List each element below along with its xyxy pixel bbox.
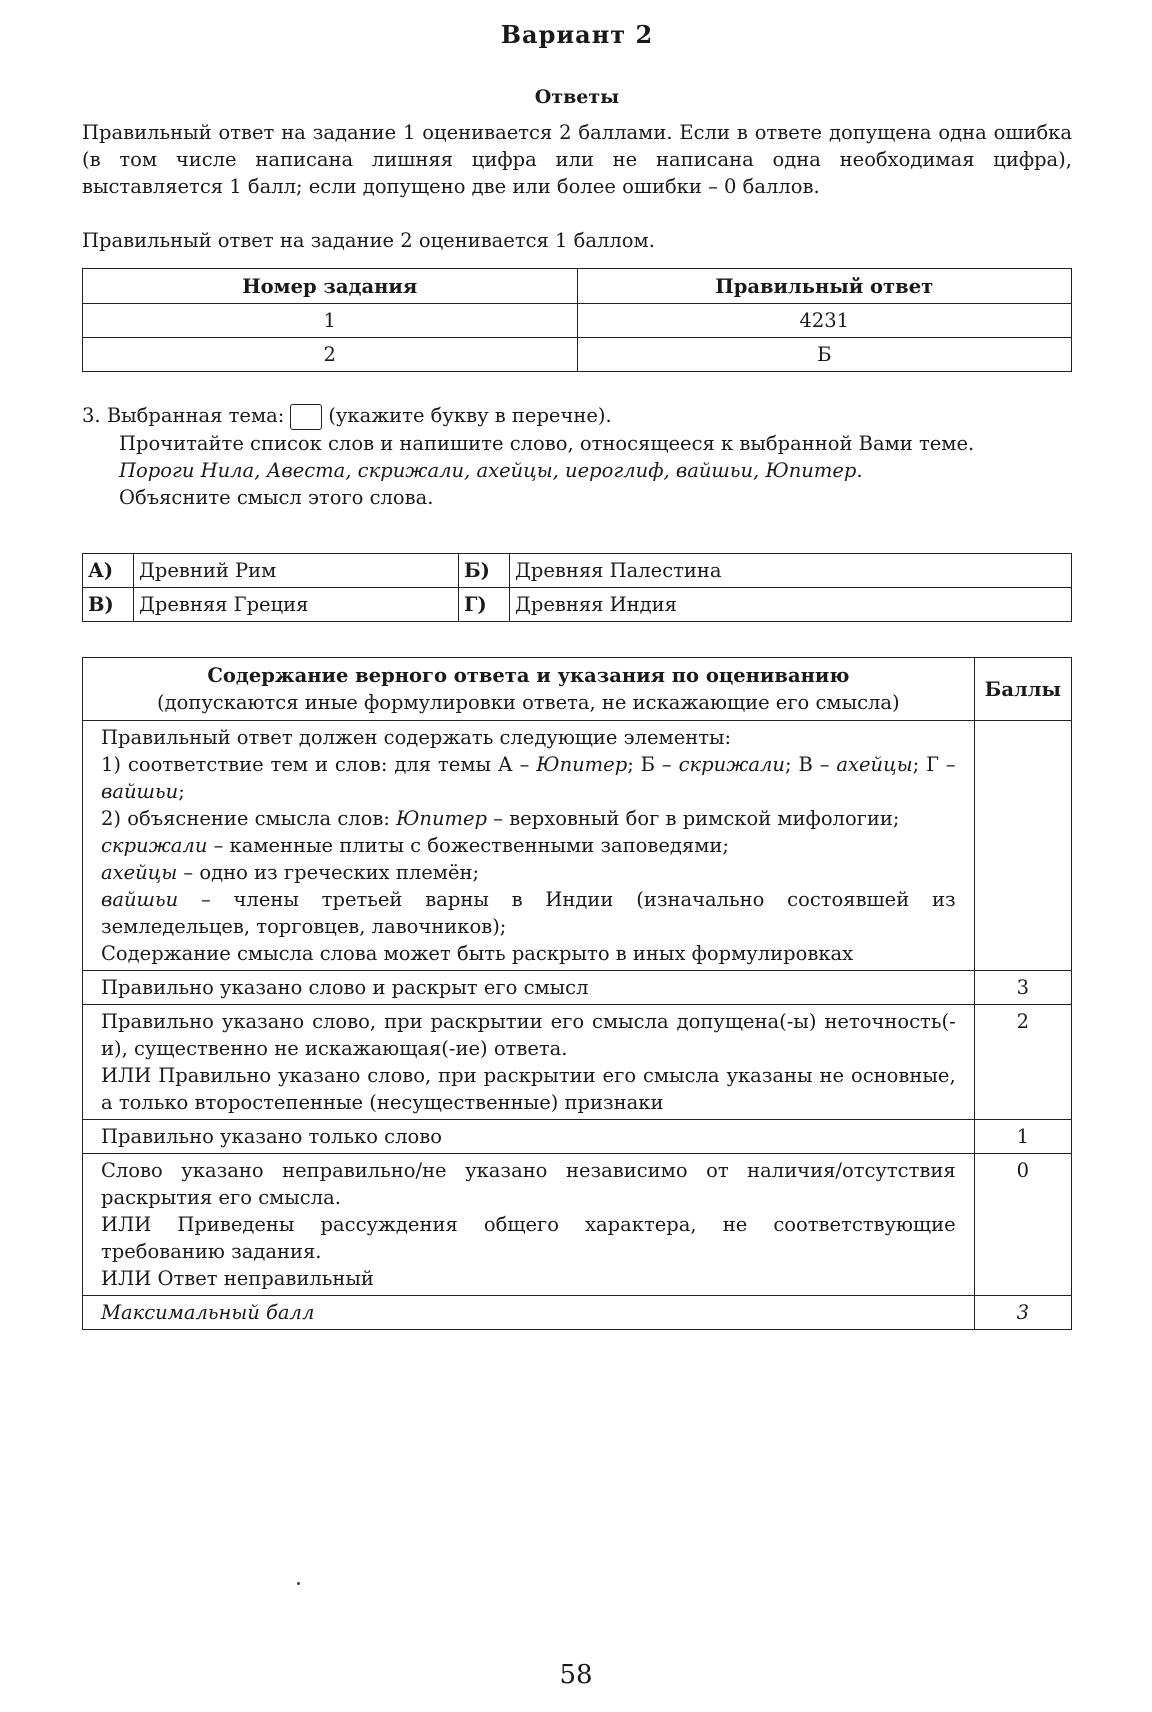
column-header: Правильный ответ — [577, 269, 1072, 304]
answers-table — [82, 268, 1072, 372]
word-list: Пороги Нила, Авеста, скрижали, ахейцы, иероглиф, вайшьи, Юпитер. — [119, 458, 863, 482]
criteria-header-title: Содержание верного ответа и указания по оцениванию — [207, 664, 850, 687]
answer-line — [101, 886, 956, 940]
term: ахейцы — [836, 753, 913, 776]
table-row — [83, 1120, 1072, 1154]
table-row — [83, 304, 1072, 338]
criterion-score: 1 — [974, 1120, 1071, 1154]
answer-line — [101, 805, 956, 832]
table-row — [83, 588, 1072, 622]
intro-paragraph-1: Правильный ответ на задание 1 оценивается 2 баллами. Если в ответе допущена одна ошибка (в том числе написана лишняя цифра или не написана одна необходимая цифра), выставляется 1 балл; если допущено две или более ошибки – 0 баллов. — [82, 121, 1072, 198]
criterion-text — [83, 1005, 975, 1120]
term: скрижали — [101, 834, 208, 857]
criterion-text: Правильно указано только слово — [83, 1120, 975, 1154]
table-row — [83, 721, 1072, 971]
answer-line — [101, 751, 956, 805]
term: скрижали — [678, 753, 785, 776]
criterion-line: Правильно указано слово, при раскрытии его смысла допущена(-ы) неточность(-и), существенно не искажающая(-ие) ответа. — [101, 1010, 956, 1060]
scan-speck — [297, 1582, 300, 1585]
criterion-text — [83, 1154, 975, 1296]
table-header-row — [83, 269, 1072, 304]
task-3 — [82, 402, 1072, 511]
table-row — [83, 1005, 1072, 1120]
task-number: 2 — [83, 338, 578, 372]
theme-letter: А) — [83, 554, 134, 588]
text-span: – члены третьей варны в Индии (изначально состоявшей из земледельцев, торговцев, лавочников); — [101, 888, 956, 938]
criteria-header — [83, 658, 975, 721]
explain-instruction: Объясните смысл этого слова. — [119, 485, 434, 509]
correct-answer: 4231 — [577, 304, 1072, 338]
term: Юпитер — [396, 807, 488, 830]
answer-line: Правильный ответ должен содержать следующие элементы: — [101, 726, 732, 749]
criterion-score: 2 — [974, 1005, 1071, 1120]
theme-name: Древняя Палестина — [510, 554, 1072, 588]
intro-paragraph-2: Правильный ответ на задание 2 оценивается 1 баллом. — [82, 229, 655, 252]
text-span: ; В – — [784, 753, 837, 776]
column-header: Номер задания — [83, 269, 578, 304]
themes-table — [82, 553, 1072, 622]
text-span: ; — [178, 780, 185, 803]
variant-title: Вариант 2 — [500, 20, 654, 49]
max-score-value: 3 — [974, 1296, 1071, 1330]
page-number: 58 — [559, 1660, 593, 1690]
theme-name: Древний Рим — [134, 554, 459, 588]
theme-letter: Б) — [459, 554, 510, 588]
criterion-score: 3 — [974, 971, 1071, 1005]
criterion-text: Правильно указано слово и раскрыт его смысл — [83, 971, 975, 1005]
answer-line — [101, 859, 956, 886]
table-row — [83, 1296, 1072, 1330]
criterion-score: 0 — [974, 1154, 1071, 1296]
criterion-line: Слово указано неправильно/не указано независимо от наличия/отсутствия раскрытия его смысла. — [101, 1159, 956, 1209]
theme-letter: Г) — [459, 588, 510, 622]
topic-label: Выбранная тема: — [106, 404, 285, 427]
correct-answer: Б — [577, 338, 1072, 372]
theme-name: Древняя Индия — [510, 588, 1072, 622]
term: вайшьи — [101, 888, 179, 911]
text-span: ; Г – — [912, 753, 956, 776]
table-row — [83, 338, 1072, 372]
score-header: Баллы — [974, 658, 1071, 721]
table-row — [83, 554, 1072, 588]
answer-line — [101, 832, 956, 859]
answer-content — [83, 721, 975, 971]
criterion-line: ИЛИ Приведены рассуждения общего характера, не соответствующие требованию задания. — [101, 1213, 956, 1263]
table-row — [83, 971, 1072, 1005]
answer-line: Содержание смысла слова может быть раскрыто в иных формулировках — [101, 942, 854, 965]
criteria-table — [82, 657, 1072, 1330]
criterion-line: ИЛИ Правильно указано слово, при раскрытии его смысла указаны не основные, а только второстепенные (несущественные) признаки — [101, 1064, 956, 1114]
criteria-header-note: (допускаются иные формулировки ответа, не искажающие его смысла) — [156, 691, 900, 714]
answers-heading: Ответы — [534, 86, 620, 108]
term: Юпитер — [536, 753, 628, 776]
task-number: 1 — [83, 304, 578, 338]
term: ахейцы — [101, 861, 178, 884]
max-score-label: Максимальный балл — [83, 1296, 975, 1330]
text-span: – каменные плиты с божественными заповедями; — [207, 834, 729, 857]
table-header-row — [83, 658, 1072, 721]
task-instruction: Прочитайте список слов и напишите слово, относящееся к выбранной Вами теме. — [119, 431, 975, 455]
criterion-line: ИЛИ Ответ неправильный — [101, 1267, 374, 1290]
task-number-label: 3. — [82, 404, 101, 427]
text-span: 1) соответствие тем и слов: для темы А – — [101, 753, 537, 776]
topic-hint: (укажите букву в перечне). — [328, 404, 612, 427]
topic-answer-box[interactable] — [290, 404, 322, 430]
theme-name: Древняя Греция — [134, 588, 459, 622]
theme-letter: В) — [83, 588, 134, 622]
text-span: – верховный бог в римской мифологии; — [487, 807, 900, 830]
task-3-line — [82, 402, 1072, 430]
text-span: – одно из греческих племён; — [177, 861, 480, 884]
score-cell-empty — [974, 721, 1071, 971]
text-span: ; Б – — [627, 753, 679, 776]
table-row — [83, 1154, 1072, 1296]
term: вайшьи — [101, 780, 179, 803]
text-span: 2) объяснение смысла слов: — [101, 807, 397, 830]
